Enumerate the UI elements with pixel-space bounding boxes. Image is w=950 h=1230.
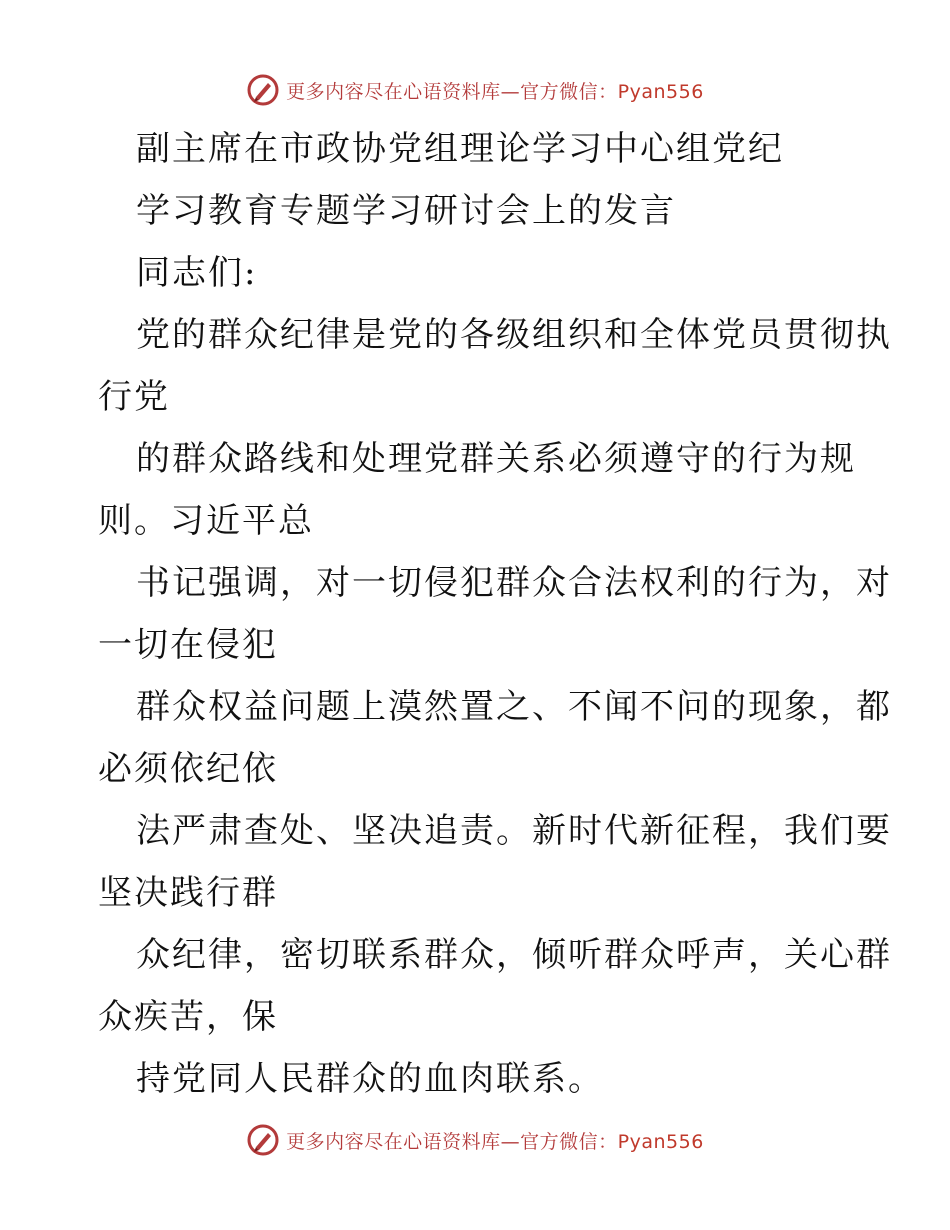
paragraph-line: 一切在侵犯 — [98, 625, 278, 665]
document-title-line-1: 副主席在市政协党组理论学习中心组党纪 — [136, 129, 784, 169]
header-banner-handle: Pyan556 — [617, 80, 704, 103]
paragraph-line: 法严肃查处、坚决追责。新时代新征程，我们要 — [136, 811, 892, 851]
paragraph-line: 党的群众纪律是党的各级组织和全体党员贯彻执 — [136, 315, 892, 355]
paragraph-line: 持党同人民群众的血肉联系。 — [136, 1059, 604, 1099]
paragraph-line: 群众权益问题上漠然置之、不闻不问的现象，都 — [136, 687, 892, 727]
paragraph-line: 坚决践行群 — [98, 873, 278, 913]
header-banner-text: 更多内容尽在心语资料库—官方微信：Pyan556 — [286, 80, 704, 103]
pen-logo-icon — [246, 1123, 280, 1157]
salutation: 同志们: — [136, 253, 258, 293]
footer-banner-handle: Pyan556 — [617, 1130, 704, 1153]
paragraph-line: 众纪律，密切联系群众，倾听群众呼声，关心群 — [136, 935, 892, 975]
paragraph-line: 众疾苦，保 — [98, 997, 278, 1037]
document-body — [98, 118, 892, 1110]
footer-watermark-banner — [0, 1120, 950, 1160]
header-watermark-banner — [0, 70, 950, 110]
document-title-line-2: 学习教育专题学习研讨会上的发言 — [136, 191, 676, 231]
pen-logo-icon — [246, 73, 280, 107]
footer-banner-text: 更多内容尽在心语资料库—官方微信：Pyan556 — [286, 1130, 704, 1153]
paragraph-line: 书记强调，对一切侵犯群众合法权利的行为，对 — [136, 563, 892, 603]
paragraph-line: 则。习近平总 — [98, 501, 314, 541]
paragraph-line: 必须依纪依 — [98, 749, 278, 789]
paragraph-line: 行党 — [98, 377, 170, 417]
paragraph-line: 的群众路线和处理党群关系必须遵守的行为规 — [136, 439, 856, 479]
